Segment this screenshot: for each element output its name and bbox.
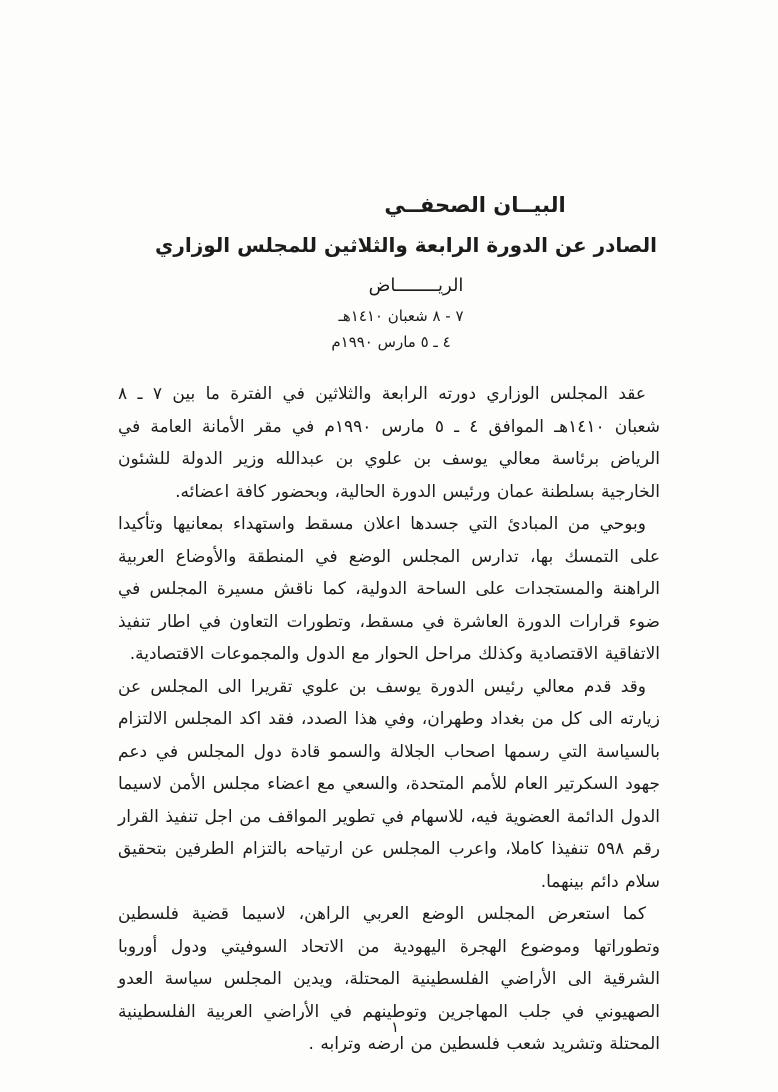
document-title: البيــان الصحفــي (384, 193, 566, 217)
paragraph-2: وبوحي من المبادئ التي جسدها اعلان مسقط واستهداء بمعانيها وتأكيدا على التمسك بها، تدارس المجلس الوضع في المنطقة والأوضاع العربية الراهنة والمستجدات على الساحة الدولية، كما ناقش مسيرة المجلس في ضوء قرارات الدورة العاشرة في مسقط، وتطورات التعاون في اطار تنفيذ الاتفاقية الاقتصادية وكذلك مراحل الحوار مع الدول والمجموعات الاقتصادية. (118, 514, 660, 664)
page-number: ١ (390, 1018, 400, 1036)
document-subtitle: الصادر عن الدورة الرابعة والثلاثين للمجلس الوزاري (155, 233, 657, 257)
paragraph-1: عقد المجلس الوزاري دورته الرابعة والثلاثين في الفترة ما بين ٧ ـ ٨ شعبان ١٤١٠هـ الموافق ٤ ـ ٥ مارس ١٩٩٠م في مقر الأمانة العامة في الرياض برئاسة معالي يوسف بن علوي بن عبدالله وزير الدولة للشئون الخارجية بسلطنة عمان ورئيس الدورة الحالية، وبحضور كافة اعضائه. (118, 384, 660, 502)
document-header (118, 0, 660, 354)
document-date-hijri: ٧ - ٨ شعبان ١٤١٠هـ (338, 307, 464, 325)
document-date-gregorian: ٤ ـ ٥ مارس ١٩٩٠م (331, 333, 451, 351)
paragraph-3: وقد قدم معالي رئيس الدورة يوسف بن علوي تقريرا الى المجلس عن زيارته الى كل من بغداد وطهران، وفي هذا الصدد، فقد اكد المجلس الالتزام بالسياسة التي رسمها اصحاب الجلالة والسمو قادة دول المجلس في دعم جهود السكرتير العام للأمم المتحدة، والسعي مع اعضاء مجلس الأمن لاسيما الدول الدائمة العضوية فيه، للاسهام في تطوير المواقف من اجل تنفيذ القرار رقم ٥٩٨ تنفيذا كاملا، واعرب المجلس عن ارتياحه بالتزام الطرفين بتحقيق سلام دائم بينهما. (118, 676, 660, 892)
document-location: الريــــــــاض (368, 275, 464, 296)
document-body (118, 378, 660, 1061)
paragraph-4: كما استعرض المجلس الوضع العربي الراهن، لاسيما قضية فلسطين وتطوراتها وموضوع الهجرة اليهودية من الاتحاد السوفيتي ودول أوروبا الشرقية الى الأراضي الفلسطينية المحتلة، ويدين المجلس سياسة العدو الصهيوني في جلب المهاجرين وتوطينهم في الأراضي العربية الفلسطينية المحتلة وتشريد شعب فلسطين من ارضه وترابه . (118, 904, 660, 1054)
